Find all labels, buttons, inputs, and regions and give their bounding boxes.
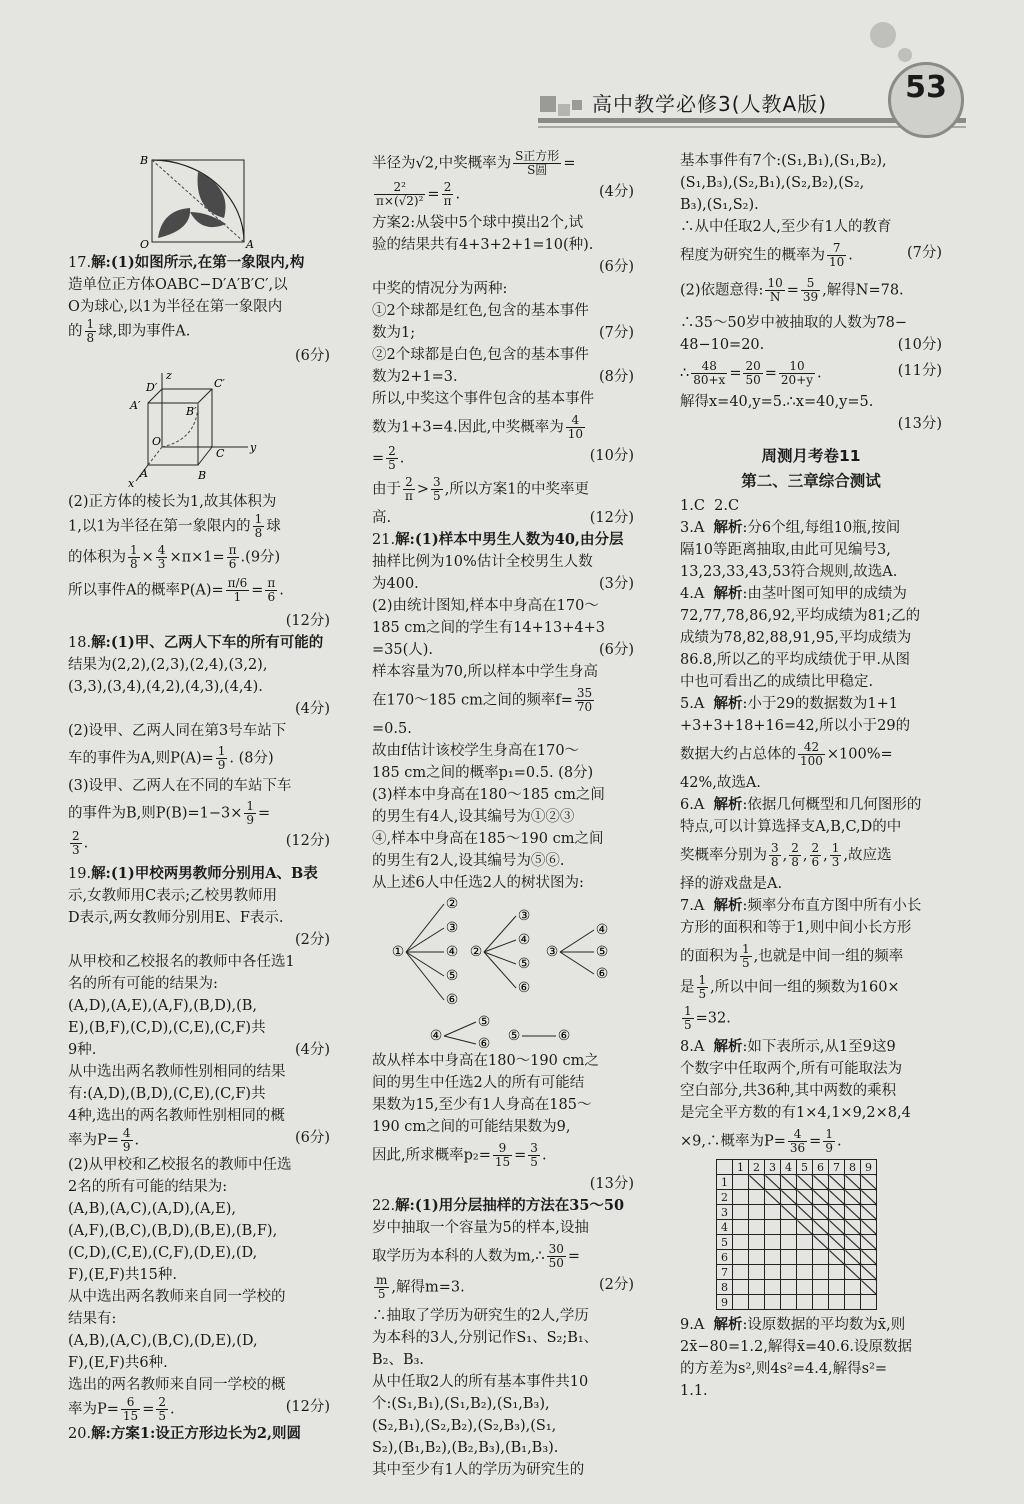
grid-row-header-cell: 4 (717, 1220, 733, 1235)
grid-cell (813, 1250, 829, 1265)
grid-cell (813, 1265, 829, 1280)
grid-cell (749, 1205, 765, 1220)
grid-cell (733, 1220, 749, 1235)
grid-cell (733, 1235, 749, 1250)
grid-cell (781, 1205, 797, 1220)
tree-node: ⑤ (595, 944, 609, 960)
book-title: 高中教学必修3(人教A版) (592, 92, 828, 116)
q22-line: 岁中抽取一个容量为5的样本,设抽 (372, 1220, 589, 1236)
q19-line: 从甲校和乙校报名的教师中各任选1 (68, 954, 295, 970)
answer-line: 2x̄−80=1.2,解得x̄=40.6.设原数据 (680, 1339, 913, 1355)
answer-line: 的面积为 $\frac{1}{5}$ ,也就是中间一组的频率 (680, 942, 904, 970)
grid-cell (749, 1235, 765, 1250)
answer-line: 数据大约占总体的 $\frac{42}{100}$ ×100%= (680, 740, 893, 768)
fig-label-b: B (140, 154, 149, 167)
q21-line: =0.5. (372, 721, 412, 737)
decor-square (540, 96, 556, 112)
q22-line: $\frac{m}{5}$ ,解得m=3. (2分) (376, 1273, 634, 1301)
q20-line: 中奖的情况分为两种: (372, 281, 508, 297)
grid-row-header-cell: 6 (717, 1250, 733, 1265)
q22-line: ∴35～50岁中被抽取的人数为78− (680, 315, 908, 331)
q19-line: D表示,两女教师分别用E、F表示. (68, 910, 284, 926)
grid-cell (797, 1205, 813, 1220)
decor-square (558, 104, 570, 116)
tree-node: ④ (445, 944, 459, 960)
q20-line: = $\frac{2}{5}$ . (10分) (372, 444, 634, 472)
tree-node: ⑥ (517, 980, 531, 996)
grid-cell (797, 1265, 813, 1280)
grid-cell (845, 1250, 861, 1265)
grid-cell (781, 1265, 797, 1280)
tree-node: ② (445, 896, 459, 912)
grid-cell (861, 1190, 877, 1205)
grid-cell (845, 1205, 861, 1220)
q20-line: $\frac{\text{2²}}{\text{π×(√2)²}}$ = $\frac{2}{\pi}$ . (4分) (376, 180, 634, 208)
grid-cell (829, 1190, 845, 1205)
q21-line: 因此,所求概率p₂= $\frac{9}{15}$ = $\frac{3}{5}$ . (372, 1141, 547, 1169)
q19-line: (C,D),(C,E),(C,F),(D,E),(D, (68, 1245, 258, 1261)
cube-label: B (198, 469, 207, 482)
grid-cell (749, 1280, 765, 1295)
answer-line: 成绩为78,82,88,91,95,平均成绩为 (680, 630, 912, 646)
q19-line: 19.解:(1)甲校两男教师分别用A、B表 (68, 865, 318, 882)
grid-cell (861, 1295, 877, 1310)
tree-node: ④ (595, 922, 609, 938)
score: (2分) (294, 932, 330, 948)
fig-label-o: O (140, 238, 150, 250)
grid-cell (733, 1265, 749, 1280)
answer-line: $\frac{1}{5}$ =32. (684, 1004, 731, 1032)
fig-label-a: A (246, 238, 254, 250)
q21-line: 在170～185 cm之间的频率f= $\frac{35}{70}$ (372, 686, 593, 714)
grid-cell (733, 1295, 749, 1310)
q17-line: 的体积为 $\frac{1}{8}$ × $\frac{4}{3}$ ×π×1= $\frac{\pi}{6}$ .(9分) (68, 543, 281, 571)
tree-node: ③ (517, 908, 531, 924)
grid-cell (845, 1280, 861, 1295)
q21-line: 间的男生中任选2人的所有可能结 (372, 1075, 585, 1091)
product-grid-table (716, 1159, 877, 1310)
grid-cell (765, 1280, 781, 1295)
tree-node: ⑥ (557, 1028, 571, 1044)
grid-cell (861, 1220, 877, 1235)
grid-cell (797, 1220, 813, 1235)
q17-line: 造单位正方体OABC−D′A′B′C′,以 (68, 277, 288, 293)
grid-cell (797, 1295, 813, 1310)
grid-cell (829, 1220, 845, 1235)
q20-line: ②2个球都是白色,包含的基本事件 (372, 347, 589, 363)
grid-cell (813, 1190, 829, 1205)
grid-cell (733, 1190, 749, 1205)
grid-cell (765, 1235, 781, 1250)
q20-line: 高. (12分) (372, 510, 634, 526)
q18-line: $\frac{2}{3}$ . (12分) (72, 829, 330, 857)
answer-line: 隔10等距离抽取,由此可见编号3, (680, 542, 891, 558)
grid-cell (797, 1250, 813, 1265)
grid-cell (749, 1175, 765, 1190)
answer-line: 是 $\frac{1}{5}$ ,所以中间一组的频数为160× (680, 973, 900, 1001)
grid-cell (781, 1175, 797, 1190)
q22-line: 取学历为本科的人数为m,∴ $\frac{30}{50}$ = (372, 1242, 581, 1270)
cube-label: A′ (130, 399, 141, 412)
q22-line: ∴抽取了学历为研究生的2人,学历 (372, 1308, 589, 1324)
column-left (68, 150, 330, 1445)
tree-node: ⑤ (517, 956, 531, 972)
q19-line: 选出的两名教师来自同一学校的概 (68, 1377, 286, 1393)
q21-line: 的男生有4人,设其编号为①②③ (372, 809, 575, 825)
grid-cell (749, 1265, 765, 1280)
grid-cell (765, 1205, 781, 1220)
q18-line: (3,3),(3,4),(4,2),(4,3),(4,4). (68, 679, 263, 695)
cube-label: y (250, 441, 257, 454)
grid-cell (749, 1250, 765, 1265)
q20-line: 所以,中奖这个事件包含的基本事件 (372, 391, 595, 407)
q22-line: S₂),(B₁,B₂),(B₂,B₃),(B₁,B₃). (372, 1440, 559, 1456)
q17-line: 所以事件A的概率P(A)= $\frac{\pi/6}{1}$ = $\frac{\pi}{6}$ . (68, 576, 284, 604)
page-header (0, 0, 1024, 150)
grid-cell (781, 1220, 797, 1235)
grid-corner-cell (717, 1160, 733, 1175)
grid-row-header-cell: 2 (717, 1190, 733, 1205)
column-middle (372, 150, 634, 1481)
grid-cell (781, 1235, 797, 1250)
grid-cell (781, 1295, 797, 1310)
grid-cell (733, 1280, 749, 1295)
quarter-circle-figure (138, 152, 268, 250)
grid-cell (749, 1190, 765, 1205)
q21-line: 从上述6人中任选2人的树状图为: (372, 875, 584, 891)
grid-cell (829, 1175, 845, 1190)
q21-line: 的男生有2人,设其编号为⑤⑥. (372, 853, 565, 869)
grid-header-cell: 6 (813, 1160, 829, 1175)
grid-cell (813, 1175, 829, 1190)
tree-node: ⑤ (445, 968, 459, 984)
tree-node: ⑤ (507, 1028, 521, 1044)
q22-line: ∴ $\frac{48}{80+x}$ = $\frac{20}{50}$ = $\frac{10}{20+y}$ . (11分) (680, 359, 942, 387)
answer-line: 13,23,33,43,53符合规则,故选A. (680, 564, 898, 580)
q19-line: (A,F),(B,C),(B,D),(B,E),(B,F), (68, 1223, 278, 1239)
answer-line: 中也可看出乙的成绩比甲稳定. (680, 674, 874, 690)
grid-cell (829, 1265, 845, 1280)
cube-label: x (128, 477, 135, 489)
grid-cell (733, 1205, 749, 1220)
answer-line: +3+3+18+16=42,所以小于29的 (680, 718, 911, 734)
score: (13分) (589, 1176, 634, 1192)
grid-cell (829, 1250, 845, 1265)
q19-line: E),(B,F),(C,D),(C,E),(C,F)共 (68, 1020, 266, 1036)
answer-5: 5.A 解析:小于29的数据数为1+1 (680, 695, 898, 712)
answer-9: 9.A 解析:设原数据的平均数为x̄,则 (680, 1316, 906, 1333)
q19-line: 有:(A,D),(B,D),(C,E),(C,F)共 (68, 1086, 266, 1102)
grid-cell (765, 1190, 781, 1205)
grid-cell (829, 1280, 845, 1295)
q21-line: =35(人). (6分) (372, 642, 634, 658)
q20-line: 方案2:从袋中5个球中摸出2个,试 (372, 215, 584, 231)
grid-cell (813, 1220, 829, 1235)
q22-line: 为本科的3人,分别记作S₁、S₂;B₁、 (372, 1330, 599, 1346)
grid-cell (781, 1280, 797, 1295)
q22-line: 程度为研究生的概率为 $\frac{7}{10}$ . (7分) (680, 241, 942, 269)
q18-line: 车的事件为A,则P(A)= $\frac{1}{9}$ . (8分) (68, 744, 274, 772)
answer-line: 的方差为s²,则4s²=4.4,解得s²= (680, 1361, 888, 1377)
q21-line: 185 cm之间的概率p₁=0.5. (8分) (372, 765, 594, 781)
grid-cell (813, 1205, 829, 1220)
q22-line: ∴从中任取2人,至少有1人的教育 (680, 219, 892, 235)
q22-line: 解得x=40,y=5.∴x=40,y=5. (680, 394, 874, 410)
cube-label: B′ (186, 405, 197, 418)
grid-cell (861, 1235, 877, 1250)
q21-line: 185 cm之间的学生有14+13+4+3 (372, 620, 605, 636)
q19-line: (A,B),(A,C),(B,C),(D,E),(D, (68, 1333, 258, 1349)
grid-cell (845, 1175, 861, 1190)
q21-line: 为400. (3分) (372, 576, 634, 592)
q20-line: 数为1+3=4.因此,中奖概率为 $\frac{4}{10}$ (372, 413, 583, 441)
q19-line: 从中选出两名教师性别相同的结果 (68, 1064, 286, 1080)
q19-line: F),(E,F)共15种. (68, 1267, 177, 1283)
q17-line: 17.解:(1)如图所示,在第一象限内,构 (68, 254, 305, 271)
answer-line: 空白部分,共36种,其中两数的乘积 (680, 1083, 897, 1099)
grid-header-cell: 7 (829, 1160, 845, 1175)
grid-header-cell: 3 (765, 1160, 781, 1175)
tree-node: ⑥ (477, 1036, 491, 1048)
q21-line: 190 cm之间的可能结果数为9, (372, 1119, 571, 1135)
q19-line: 名的所有可能的结果为: (68, 976, 218, 992)
answer-line: 1.1. (680, 1383, 708, 1399)
q22-line: 22.解:(1)用分层抽样的方法在35～50 (372, 1197, 625, 1214)
grid-cell (861, 1205, 877, 1220)
q18-line: (2)设甲、乙两人同在第3号车站下 (68, 723, 287, 739)
q19-line: (A,B),(A,C),(A,D),(A,E), (68, 1201, 236, 1217)
q19-line: 2名的所有可能的结果为: (68, 1179, 228, 1195)
grid-row-header-cell: 3 (717, 1205, 733, 1220)
q19-line: (A,D),(A,E),(A,F),(B,D),(B, (68, 998, 258, 1014)
answer-line: ×9,∴概率为P= $\frac{4}{36}$ = $\frac{1}{9}$ . (680, 1127, 842, 1155)
q19-line: 示,女教师用C表示;乙校男教师用 (68, 888, 278, 904)
decor-bubble (870, 22, 896, 48)
page-number: 53 (905, 70, 947, 105)
q21-line: 21.解:(1)样本中男生人数为40,由分层 (372, 531, 624, 548)
q19-line: 率为P= $\frac{4}{9}$ . (6分) (68, 1126, 330, 1154)
answer-line: 个数字中任取两个,所有可能取法为 (680, 1061, 903, 1077)
cube-label: A (140, 467, 148, 480)
grid-cell (733, 1175, 749, 1190)
decor-bubble (898, 48, 912, 62)
grid-cell (765, 1220, 781, 1235)
grid-cell (765, 1175, 781, 1190)
grid-cell (797, 1235, 813, 1250)
q22-line: (S₂,B₁),(S₂,B₂),(S₂,B₃),(S₁, (372, 1418, 557, 1434)
tree-node: ③ (545, 944, 559, 960)
grid-row-header-cell: 7 (717, 1265, 733, 1280)
grid-cell (765, 1250, 781, 1265)
q19-line: 4种,选出的两名教师性别相同的概 (68, 1108, 285, 1124)
answer-line: 奖概率分别为 $\frac{3}{8}$ , $\frac{2}{8}$ , $\frac{2}{6}$ , $\frac{1}{3}$ ,故应选 (680, 841, 892, 869)
q20-line: 由于 $\frac{2}{\pi}$ > $\frac{3}{5}$ ,所以方案1的中奖率更 (372, 475, 590, 503)
cube-label: O (152, 435, 162, 448)
grid-cell (765, 1295, 781, 1310)
q22-line: 个:(S₁,B₁),(S₁,B₂),(S₁,B₃), (372, 1396, 550, 1412)
column-right (680, 150, 942, 1402)
grid-header-cell: 4 (781, 1160, 797, 1175)
grid-cell (845, 1295, 861, 1310)
score: (4分) (294, 701, 330, 717)
grid-cell (781, 1190, 797, 1205)
grid-cell (829, 1205, 845, 1220)
q20-line: 20.解:方案1:设正方形边长为2,则圆 (68, 1425, 301, 1442)
tree-node: ⑥ (595, 966, 609, 982)
q22-line: (2)依题意得: $\frac{10}{N}$ = $\frac{5}{39}$ ,解得N=78. (680, 276, 904, 304)
grid-row-header-cell: 1 (717, 1175, 733, 1190)
q21-line: (3)样本中身高在180～185 cm之间 (372, 787, 605, 803)
grid-row-header-cell: 8 (717, 1280, 733, 1295)
q22-line: B₃),(S₁,S₂). (680, 197, 759, 213)
answer-line: 是完全平方数的有1×4,1×9,2×8,4 (680, 1105, 911, 1121)
cube-figure (128, 369, 268, 489)
q22-line: 其中至少有1人的学历为研究生的 (372, 1462, 585, 1478)
q20-line: 数为1; (7分) (372, 325, 634, 341)
cube-label: C′ (214, 377, 225, 390)
tree-node: ⑤ (477, 1014, 491, 1030)
q19-line: F),(E,F)共6种. (68, 1355, 168, 1371)
answer-6: 6.A 解析:依据几何概型和几何图形的 (680, 796, 922, 813)
grid-header-cell: 5 (797, 1160, 813, 1175)
q22-line: 48−10=20. (10分) (680, 337, 942, 353)
answer-3: 3.A 解析:分6个组,每组10瓶,按间 (680, 519, 901, 536)
grid-header-cell: 1 (733, 1160, 749, 1175)
grid-cell (765, 1265, 781, 1280)
grid-cell (845, 1265, 861, 1280)
q19-line: (2)从甲校和乙校报名的教师中任选 (68, 1157, 292, 1173)
score: (6分) (598, 259, 634, 275)
q21-line: 故从样本中身高在180～190 cm之 (372, 1053, 599, 1069)
decor-square (572, 100, 582, 110)
grid-row-header-cell: 9 (717, 1295, 733, 1310)
answer-line: 86.8,所以乙的平均成绩优于甲.从图 (680, 652, 911, 668)
q22-line: 基本事件有7个:(S₁,B₁),(S₁,B₂), (680, 153, 887, 169)
grid-cell (797, 1190, 813, 1205)
q17-line: 的 $\frac{1}{8}$ 球,即为事件A. (68, 317, 191, 345)
section-subtitle: 第二、三章综合测试 (741, 472, 881, 490)
grid-cell (829, 1295, 845, 1310)
grid-cell (861, 1265, 877, 1280)
q19-line: 结果有: (68, 1311, 117, 1327)
q21-line: 果数为15,至少有1人身高在185～ (372, 1097, 592, 1113)
answer-line: 特点,可以计算选择支A,B,C,D的中 (680, 819, 902, 835)
answer-8: 8.A 解析:如下表所示,从1至9这9 (680, 1038, 896, 1055)
q17-line: (2)正方体的棱长为1,故其体积为 (68, 494, 277, 510)
q18-line: (3)设甲、乙两人在不同的车站下车 (68, 778, 292, 794)
cube-label: D′ (146, 381, 158, 394)
grid-header-cell: 2 (749, 1160, 765, 1175)
answer-line: 72,77,78,86,92,平均成绩为81;乙的 (680, 608, 921, 624)
q20-line: ①2个球都是红色,包含的基本事件 (372, 303, 589, 319)
q21-line: 故由f估计该校学生身高在170～ (372, 743, 580, 759)
q19-line: 从中选出两名教师来自同一学校的 (68, 1289, 286, 1305)
tree-node: ② (469, 944, 483, 960)
tree-node: ③ (445, 920, 459, 936)
grid-row-header-cell: 5 (717, 1235, 733, 1250)
grid-header-cell: 8 (845, 1160, 861, 1175)
q19-line: 9种. (4分) (68, 1042, 330, 1058)
cube-label: C (216, 447, 225, 460)
grid-cell (845, 1235, 861, 1250)
answer-line: 1.C 2.C (680, 498, 740, 514)
grid-cell (845, 1220, 861, 1235)
tree-diagram (372, 896, 634, 1048)
q22-line: 从中任取2人的所有基本事件共10 (372, 1374, 589, 1390)
q17-line: 1,以1为半径在第一象限内的 $\frac{1}{8}$ 球 (68, 512, 281, 540)
answer-line: 42%,故选A. (680, 775, 761, 791)
q22-line: (S₁,B₃),(S₂,B₁),(S₂,B₂),(S₂, (680, 175, 865, 191)
q20-line: 验的结果共有4+3+2+1=10(种). (372, 237, 594, 253)
grid-cell (861, 1250, 877, 1265)
q18-line: 18.解:(1)甲、乙两人下车的所有可能的 (68, 634, 324, 651)
answer-7: 7.A 解析:频率分布直方图中所有小长 (680, 897, 922, 914)
grid-cell (797, 1280, 813, 1295)
grid-cell (733, 1250, 749, 1265)
grid-cell (749, 1295, 765, 1310)
q21-line: 抽样比例为10%估计全校男生人数 (372, 554, 593, 570)
tree-node: ④ (517, 932, 531, 948)
cube-label: z (166, 369, 172, 382)
q18-line: 的事件为B,则P(B)=1−3× $\frac{1}{9}$ = (68, 799, 271, 827)
answer-4: 4.A 解析:由茎叶图可知甲的成绩为 (680, 585, 907, 602)
grid-cell (829, 1235, 845, 1250)
q17-line: O为球心,以1为半径在第一象限内 (68, 299, 283, 315)
q21-line: 样本容量为70,所以样本中学生身高 (372, 664, 599, 680)
grid-cell (813, 1235, 829, 1250)
score: (12分) (285, 613, 330, 629)
grid-cell (861, 1175, 877, 1190)
score: (6分) (294, 348, 330, 364)
score: (13分) (897, 416, 942, 432)
grid-cell (845, 1190, 861, 1205)
grid-cell (861, 1280, 877, 1295)
section-title: 周测月考卷11 (761, 447, 861, 465)
grid-cell (813, 1280, 829, 1295)
q18-line: 结果为(2,2),(2,3),(2,4),(3,2), (68, 657, 268, 673)
answer-line: 方形的面积和等于1,则中间小长方形 (680, 920, 912, 936)
grid-cell (781, 1250, 797, 1265)
q20-line: 数为2+1=3. (8分) (372, 369, 634, 385)
q22-line: B₂、B₃. (372, 1352, 425, 1368)
tree-node: ④ (429, 1028, 443, 1044)
grid-header-cell: 9 (861, 1160, 877, 1175)
q20-line: 半径为√2,中奖概率为 $\frac{\text{S正方形}}{\text{S圆}}$ = (372, 149, 576, 177)
q21-line: (2)由统计图知,样本中身高在170～ (372, 598, 599, 614)
grid-cell (749, 1220, 765, 1235)
grid-cell (797, 1175, 813, 1190)
q21-line: ④,样本中身高在185～190 cm之间 (372, 831, 604, 847)
answer-line: 择的游戏盘是A. (680, 876, 783, 892)
grid-cell (813, 1295, 829, 1310)
tree-node: ① (391, 944, 405, 960)
tree-node: ⑥ (445, 992, 459, 1008)
q19-line: 率为P= $\frac{6}{15}$ = $\frac{2}{5}$ . (12分) (68, 1395, 330, 1423)
